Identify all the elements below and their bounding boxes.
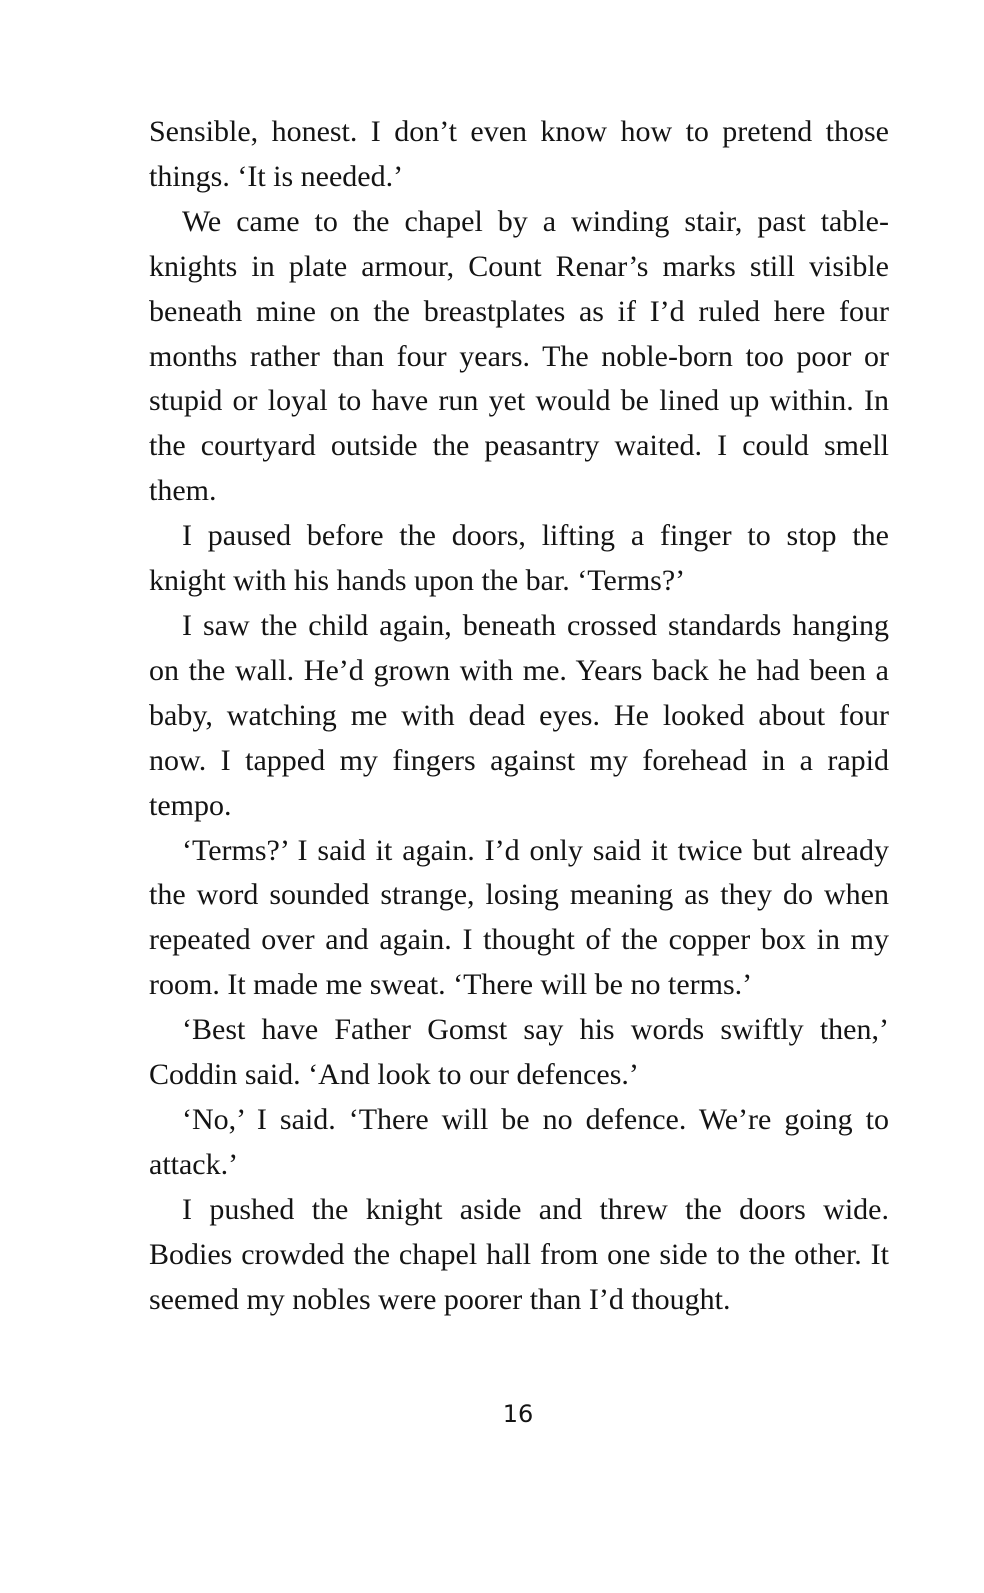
page-number: 16 [502,1400,534,1428]
paragraph: ‘No,’ I said. ‘There will be no defence. We’re going to attack.’ [149,1102,889,1181]
paragraph: I saw the child again, beneath crossed standards hanging on the wall. He’d grown with me. Years back he had been a baby, watching me with dead eyes. He looked about four now. I tapped my fingers against my forehead in a rapid tempo. [149,608,889,822]
body-text [149,110,889,1322]
paragraph: We came to the chapel by a winding stair, past table-knights in plate armour, Count Renar’s marks still visible beneath mine on the breastplates as if I’d ruled here four months rather than four years. The noble-born too poor or stupid or loyal to have run yet would be lined up within. In the courtyard outside the peasantry waited. I could smell them. [149,204,889,508]
paragraph: ‘Terms?’ I said it again. I’d only said it twice but already the word sounded strange, losing meaning as they do when repeated over and again. I thought of the copper box in my room. It made me sweat. ‘There will be no terms.’ [149,833,889,1002]
paragraph: ‘Best have Father Gomst say his words swiftly then,’ Coddin said. ‘And look to our defences.’ [149,1013,889,1092]
paragraph: I paused before the doors, lifting a finger to stop the knight with his hands upon the bar. ‘Terms?’ [149,519,889,598]
paragraph: I pushed the knight aside and threw the doors wide. Bodies crowded the chapel hall from one side to the other. It seemed my nobles were poorer than I’d thought. [149,1192,889,1316]
paragraph: Sensible, honest. I don’t even know how to pretend those things. ‘It is needed.’ [149,115,889,193]
